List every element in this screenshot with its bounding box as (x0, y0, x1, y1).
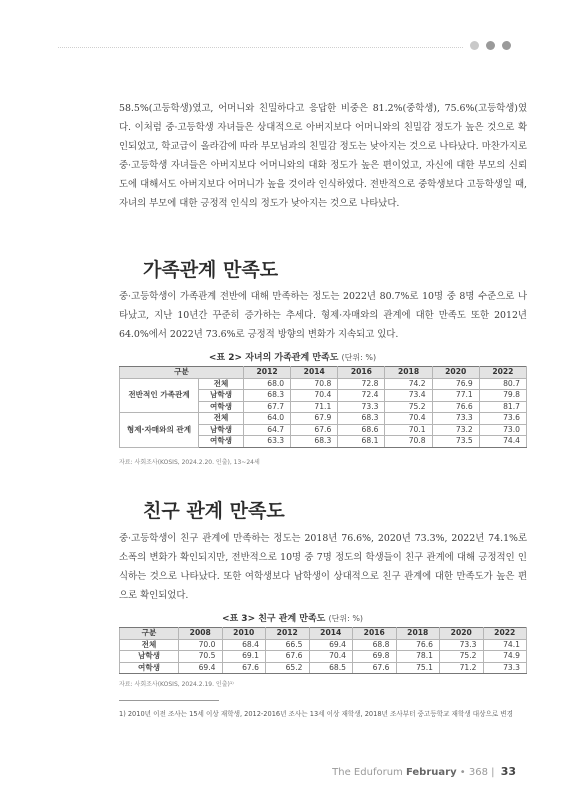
cell-value: 79.8 (479, 390, 526, 402)
header-label: 구분 (120, 367, 244, 379)
cell-value: 65.2 (266, 662, 310, 674)
header-label: 구분 (120, 628, 179, 640)
cell-value: 68.3 (338, 413, 385, 425)
cell-value: 73.3 (483, 662, 527, 674)
year-header: 2014 (291, 367, 338, 379)
table-row (120, 413, 527, 425)
cell-value: 70.8 (385, 436, 432, 448)
table-row (120, 378, 527, 390)
table2-unit: (단위: %) (341, 353, 377, 362)
cell-value: 73.6 (479, 413, 526, 425)
year-header: 2018 (396, 628, 440, 640)
cell-value: 73.3 (432, 413, 479, 425)
cell-value: 76.6 (432, 401, 479, 413)
cell-value: 68.3 (244, 390, 291, 402)
cell-value: 75.1 (396, 662, 440, 674)
cell-value: 68.1 (338, 436, 385, 448)
page-number: 33 (500, 765, 516, 778)
row-sub-label: 전체 (199, 378, 244, 390)
year-header: 2016 (353, 628, 397, 640)
year-header: 2016 (338, 367, 385, 379)
header-dot-icon (486, 41, 495, 50)
cell-value: 67.6 (266, 651, 310, 663)
cell-value: 75.2 (385, 401, 432, 413)
header-dot-icon (502, 41, 511, 50)
cell-value: 64.0 (244, 413, 291, 425)
row-sub-label: 여학생 (199, 401, 244, 413)
year-header: 2010 (222, 628, 266, 640)
cell-value: 81.7 (479, 401, 526, 413)
year-header: 2022 (483, 628, 527, 640)
row-label: 남학생 (120, 651, 179, 663)
family-paragraph: 중·고등학생이 가족관계 전반에 대해 만족하는 정도는 2022년 80.7%로 10명 중 8명 수준으로 나타났고, 지난 10년간 꾸준히 증가하는 추세다. 형제·자매와의 관계에 대한 만족도 또한 2012년 64.0%에서 2022년 73.6%로 긍정적 방향의 변화가 지속되고 있다. (119, 291, 527, 340)
cell-value: 69.8 (353, 651, 397, 663)
cell-value: 67.9 (291, 413, 338, 425)
cell-value: 70.1 (385, 424, 432, 436)
cell-value: 74.1 (483, 639, 527, 651)
cell-value: 74.9 (483, 651, 527, 663)
cell-value: 67.6 (222, 662, 266, 674)
cell-value: 70.4 (309, 651, 353, 663)
cell-value: 68.0 (244, 378, 291, 390)
table-row (120, 662, 527, 674)
cell-value: 68.3 (291, 436, 338, 448)
table3-caption (0, 611, 585, 624)
cell-value: 70.4 (291, 390, 338, 402)
cell-value: 63.3 (244, 436, 291, 448)
year-header: 2014 (309, 628, 353, 640)
cell-value: 68.8 (353, 639, 397, 651)
cell-value: 70.4 (385, 413, 432, 425)
group-label: 전반적인 가족관계 (120, 378, 199, 413)
footer-issue: • 368 | (459, 767, 495, 778)
table2-caption-title: <표 2> 자녀의 가족관계 만족도 (208, 353, 339, 363)
cell-value: 77.1 (432, 390, 479, 402)
group-label: 형제·자매와의 관계 (120, 413, 199, 448)
section-heading-friend: 친구 관계 만족도 (143, 500, 285, 522)
page-footer (332, 765, 516, 778)
table-header-row (120, 628, 527, 640)
year-header: 2022 (479, 367, 526, 379)
cell-value: 69.4 (179, 662, 223, 674)
cell-value: 78.1 (396, 651, 440, 663)
table2-caption (0, 350, 585, 363)
year-header: 2020 (432, 367, 479, 379)
footer-month: February (405, 767, 457, 778)
cell-value: 68.4 (222, 639, 266, 651)
cell-value: 72.8 (338, 378, 385, 390)
table2-source: 자료: 사회조사(KOSIS, 2024.2.20. 인출), 13~24세 (119, 459, 260, 466)
header-dots (470, 41, 511, 50)
table-row (120, 651, 527, 663)
header-dot-icon (470, 41, 479, 50)
cell-value: 80.7 (479, 378, 526, 390)
cell-value: 73.3 (440, 639, 484, 651)
cell-value: 74.2 (385, 378, 432, 390)
table3-unit: (단위: %) (328, 614, 364, 623)
cell-value: 71.1 (291, 401, 338, 413)
cell-value: 64.7 (244, 424, 291, 436)
cell-value: 68.6 (338, 424, 385, 436)
cell-value: 67.6 (353, 662, 397, 674)
row-label: 전체 (120, 639, 179, 651)
cell-value: 74.4 (479, 436, 526, 448)
cell-value: 70.8 (291, 378, 338, 390)
row-sub-label: 전체 (199, 413, 244, 425)
row-sub-label: 남학생 (199, 424, 244, 436)
cell-value: 66.5 (266, 639, 310, 651)
cell-value: 67.7 (244, 401, 291, 413)
year-header: 2020 (440, 628, 484, 640)
cell-value: 68.5 (309, 662, 353, 674)
year-header: 2018 (385, 367, 432, 379)
cell-value: 71.2 (440, 662, 484, 674)
cell-value: 70.5 (179, 651, 223, 663)
cell-value: 76.6 (396, 639, 440, 651)
cell-value: 76.9 (432, 378, 479, 390)
footnote-rule (119, 700, 219, 701)
row-label: 여학생 (120, 662, 179, 674)
footnote: 1) 2010년 이전 조사는 15세 이상 재학생, 2012-2016년 조사는 13세 이상 재학생, 2018년 조사부터 중고등학교 재학생 대상으로 변경 (119, 710, 514, 718)
cell-value: 73.3 (338, 401, 385, 413)
cell-value: 73.0 (479, 424, 526, 436)
year-header: 2008 (179, 628, 223, 640)
table-row (120, 639, 527, 651)
friend-paragraph: 중·고등학생이 친구 관계에 만족하는 정도는 2018년 76.6%, 2020년 73.3%, 2022년 74.1%로 소폭의 변화가 확인되지만, 전반적으로 10명 중 7명 정도의 학생들이 친구 관계에 대해 긍정적인 인식하는 것으로 나타났다. 또한 여학생보다 남학생이 상대적으로 친구 관계에 대한 만족도가 높은 편으로 확인되었다. (119, 533, 527, 601)
header-rule (58, 47, 463, 48)
cell-value: 72.4 (338, 390, 385, 402)
cell-value: 73.5 (432, 436, 479, 448)
table3-caption-title: <표 3> 친구 관계 만족도 (221, 614, 326, 624)
year-header: 2012 (266, 628, 310, 640)
cell-value: 67.6 (291, 424, 338, 436)
cell-value: 69.1 (222, 651, 266, 663)
table-header-row (120, 367, 527, 379)
cell-value: 69.4 (309, 639, 353, 651)
cell-value: 75.2 (440, 651, 484, 663)
table3-source: 자료: 사회조사(KOSIS, 2024.2.19. 인출)¹⁾ (119, 681, 234, 688)
family-satisfaction-table (119, 366, 527, 448)
row-sub-label: 여학생 (199, 436, 244, 448)
cell-value: 73.4 (385, 390, 432, 402)
cell-value: 73.2 (432, 424, 479, 436)
section-heading-family: 가족관계 만족도 (143, 259, 279, 281)
friend-satisfaction-table (119, 627, 527, 674)
cell-value: 70.0 (179, 639, 223, 651)
footer-magazine: The Eduforum (332, 767, 403, 778)
year-header: 2012 (244, 367, 291, 379)
row-sub-label: 남학생 (199, 390, 244, 402)
intro-paragraph: 58.5%(고등학생)였고, 어머니와 친밀하다고 응답한 비중은 81.2%(중학생), 75.6%(고등학생)였다. 이처럼 중·고등학생 자녀들은 상대적으로 아버지보다 어머니와의 친밀감 정도가 높은 것으로 확인되었고, 학교급이 올라감에 따라 부모님과의 친밀감 정도는 낮아지는 것으로 나타났다. 마찬가지로 중·고등학생 자녀들은 아버지보다 어머니와의 대화 정도가 높은 편이었고, 자신에 대한 부모의 신뢰도에 대해서도 아버지보다 어머니가 높을 것이라 인식하였다. 전반적으로 중학생보다 고등학생일 때, 자녀의 부모에 대한 긍정적 인식의 정도가 낮아지는 것으로 나타났다. (119, 103, 527, 209)
